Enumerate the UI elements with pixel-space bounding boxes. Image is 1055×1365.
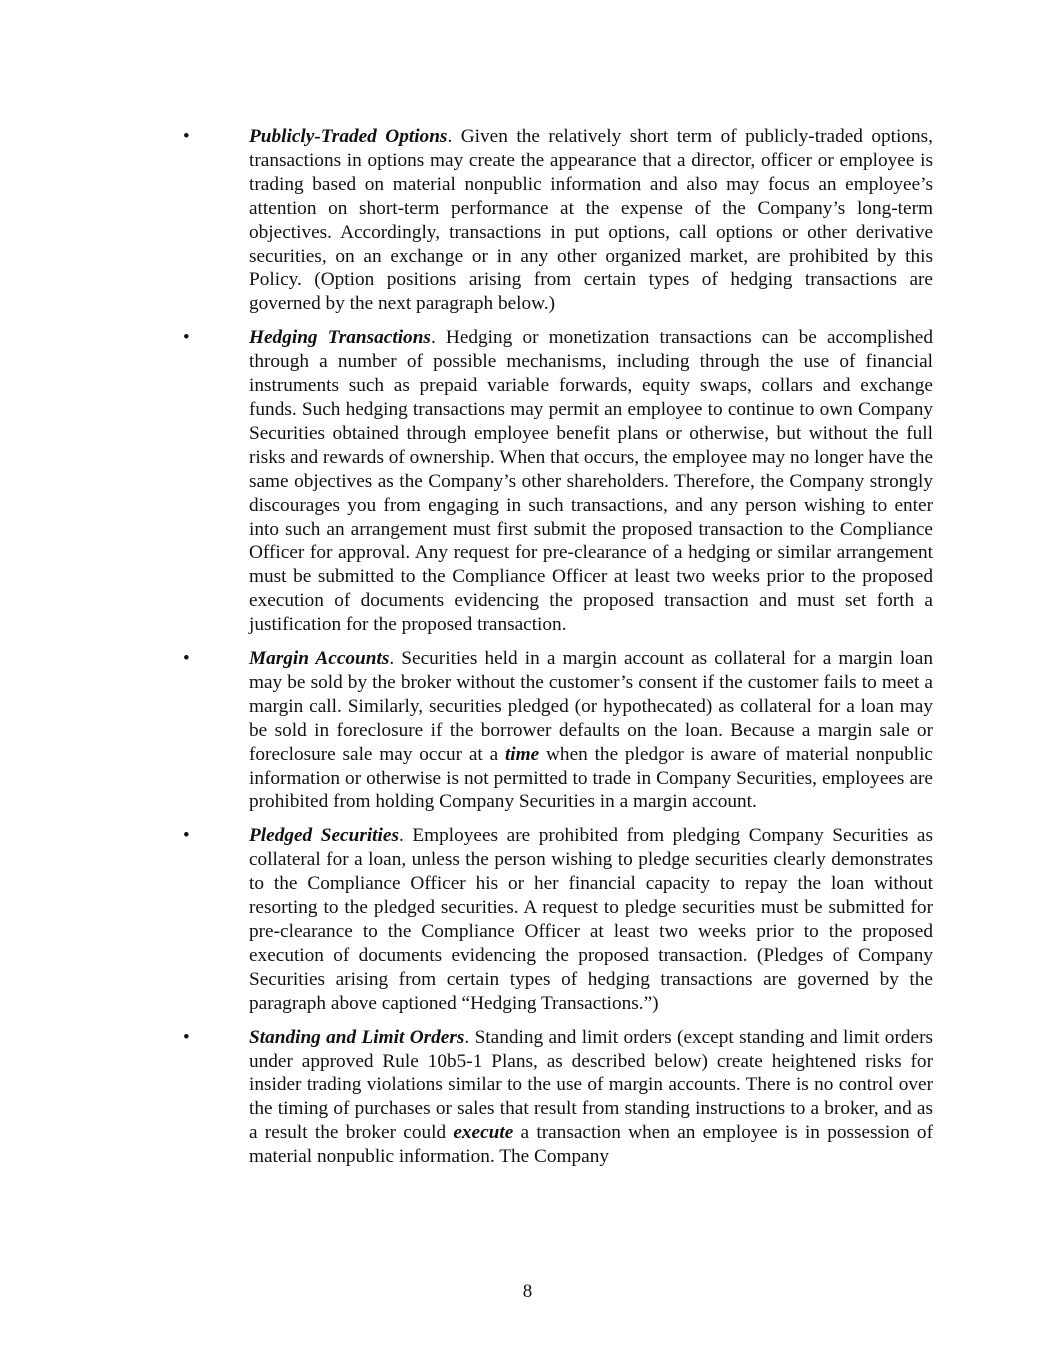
bullet-body: . Hedging or monetization transactions can be accomplished through a number of possible mechanisms, including through the use of financial instruments such as prepaid variable forwards, equity swaps, collars and exchange funds. Such hedging transactions may permit an employee to continue to own Company Securities obtained through employee benefit plans or otherwise, but without the full risks and rewards of ownership. When that occurs, the employee may no longer have the same objectives as the Company’s other shareholders. Therefore, the Company strongly discourages you from engaging in such transactions, and any person wishing to enter into such an arrangement must first submit the proposed transaction to the Compliance Officer for approval. Any request for pre-clearance of a hedging or similar arrangement must be submitted to the Compliance Officer at least two weeks prior to the proposed execution of documents evidencing the proposed transaction and must set forth a justification for the proposed transaction.: [249, 327, 934, 636]
bullet-publicly-traded-options: [183, 125, 933, 316]
bullet-pledged-securities: [183, 824, 933, 1015]
bullet-dot-icon: •: [183, 825, 190, 847]
bullet-paragraph: [249, 326, 933, 637]
bullet-heading: Margin Accounts: [249, 648, 390, 670]
bullet-body: . Securities held in a margin account as collateral for a margin loan may be sold by the broker without the customer’s consent if the customer fails to meet a margin call. Similarly, securities pledged (or hypothecated) as collateral for a loan may be sold in foreclosure if the borrower defaults on the loan. Because a margin sale or foreclosure sale may occur at a: [249, 648, 934, 765]
bullet-heading: Publicly-Traded Options: [249, 126, 448, 147]
bullet-margin-accounts: [183, 647, 933, 814]
bullet-heading: Hedging Transactions: [249, 327, 431, 349]
emphasized-word: execute: [453, 1122, 514, 1144]
bullet-paragraph: [249, 824, 933, 1015]
bullet-dot-icon: •: [183, 648, 190, 670]
bullet-body-continued: when the pledgor is aware of material nonpublic information or otherwise is not permitted to trade in Company Securities, employees are prohibited from holding Company Securities in a margin account.: [249, 743, 933, 813]
bullet-dot-icon: •: [183, 1026, 190, 1048]
bullet-heading: Pledged Securities: [249, 825, 399, 847]
bullet-dot-icon: •: [183, 327, 190, 349]
bullet-body: . Employees are prohibited from pledging Company Securities as collateral for a loan, unless the person wishing to pledge securities clearly demonstrates to the Compliance Officer his or her financial capacity to repay the loan without resorting to the pledged securities. A request to pledge securities must be submitted for pre-clearance to the Compliance Officer at least two weeks prior to the proposed execution of documents evidencing the proposed transaction. (Pledges of Company Securities arising from certain types of hedging transactions are governed by the paragraph above captioned “Hedging Transactions.”): [249, 825, 933, 1014]
bullet-body: . Standing and limit orders (except standing and limit orders under approved Rule 10b5-1 Plans, as described below) create heightened risks for insider trading violations similar to the use of margin accounts. There is no control over the timing of purchases or sales that result from standing instructions to a broker, and as a result the broker could: [249, 1026, 933, 1144]
bullet-heading: Standing and Limit Orders: [249, 1026, 465, 1048]
page-number: 8: [522, 1281, 533, 1302]
policy-bullet-list: [183, 125, 933, 1179]
bullet-paragraph: [249, 647, 933, 814]
bullet-dot-icon: •: [183, 126, 190, 147]
bullet-paragraph: [249, 1026, 933, 1169]
bullet-hedging-transactions: [183, 326, 933, 637]
bullet-body: . Given the relatively short term of publicly-traded options, transactions in options may create the appearance that a director, officer or employee is trading based on material nonpublic information and also may focus an employee’s attention on short-term performance at the expense of the Company’s long-term objectives. Accordingly, transactions in put options, call options or other derivative securities, on an exchange or in any other organized market, are prohibited by this Policy. (Option positions arising from certain types of hedging transactions are governed by the next paragraph below.): [249, 126, 933, 315]
bullet-paragraph: [249, 125, 933, 316]
emphasized-word: time: [504, 743, 540, 765]
bullet-standing-and-limit-orders: [183, 1026, 933, 1169]
bullet-body-continued: a transaction when an employee is in possession of material nonpublic information. The Company: [249, 1122, 933, 1168]
